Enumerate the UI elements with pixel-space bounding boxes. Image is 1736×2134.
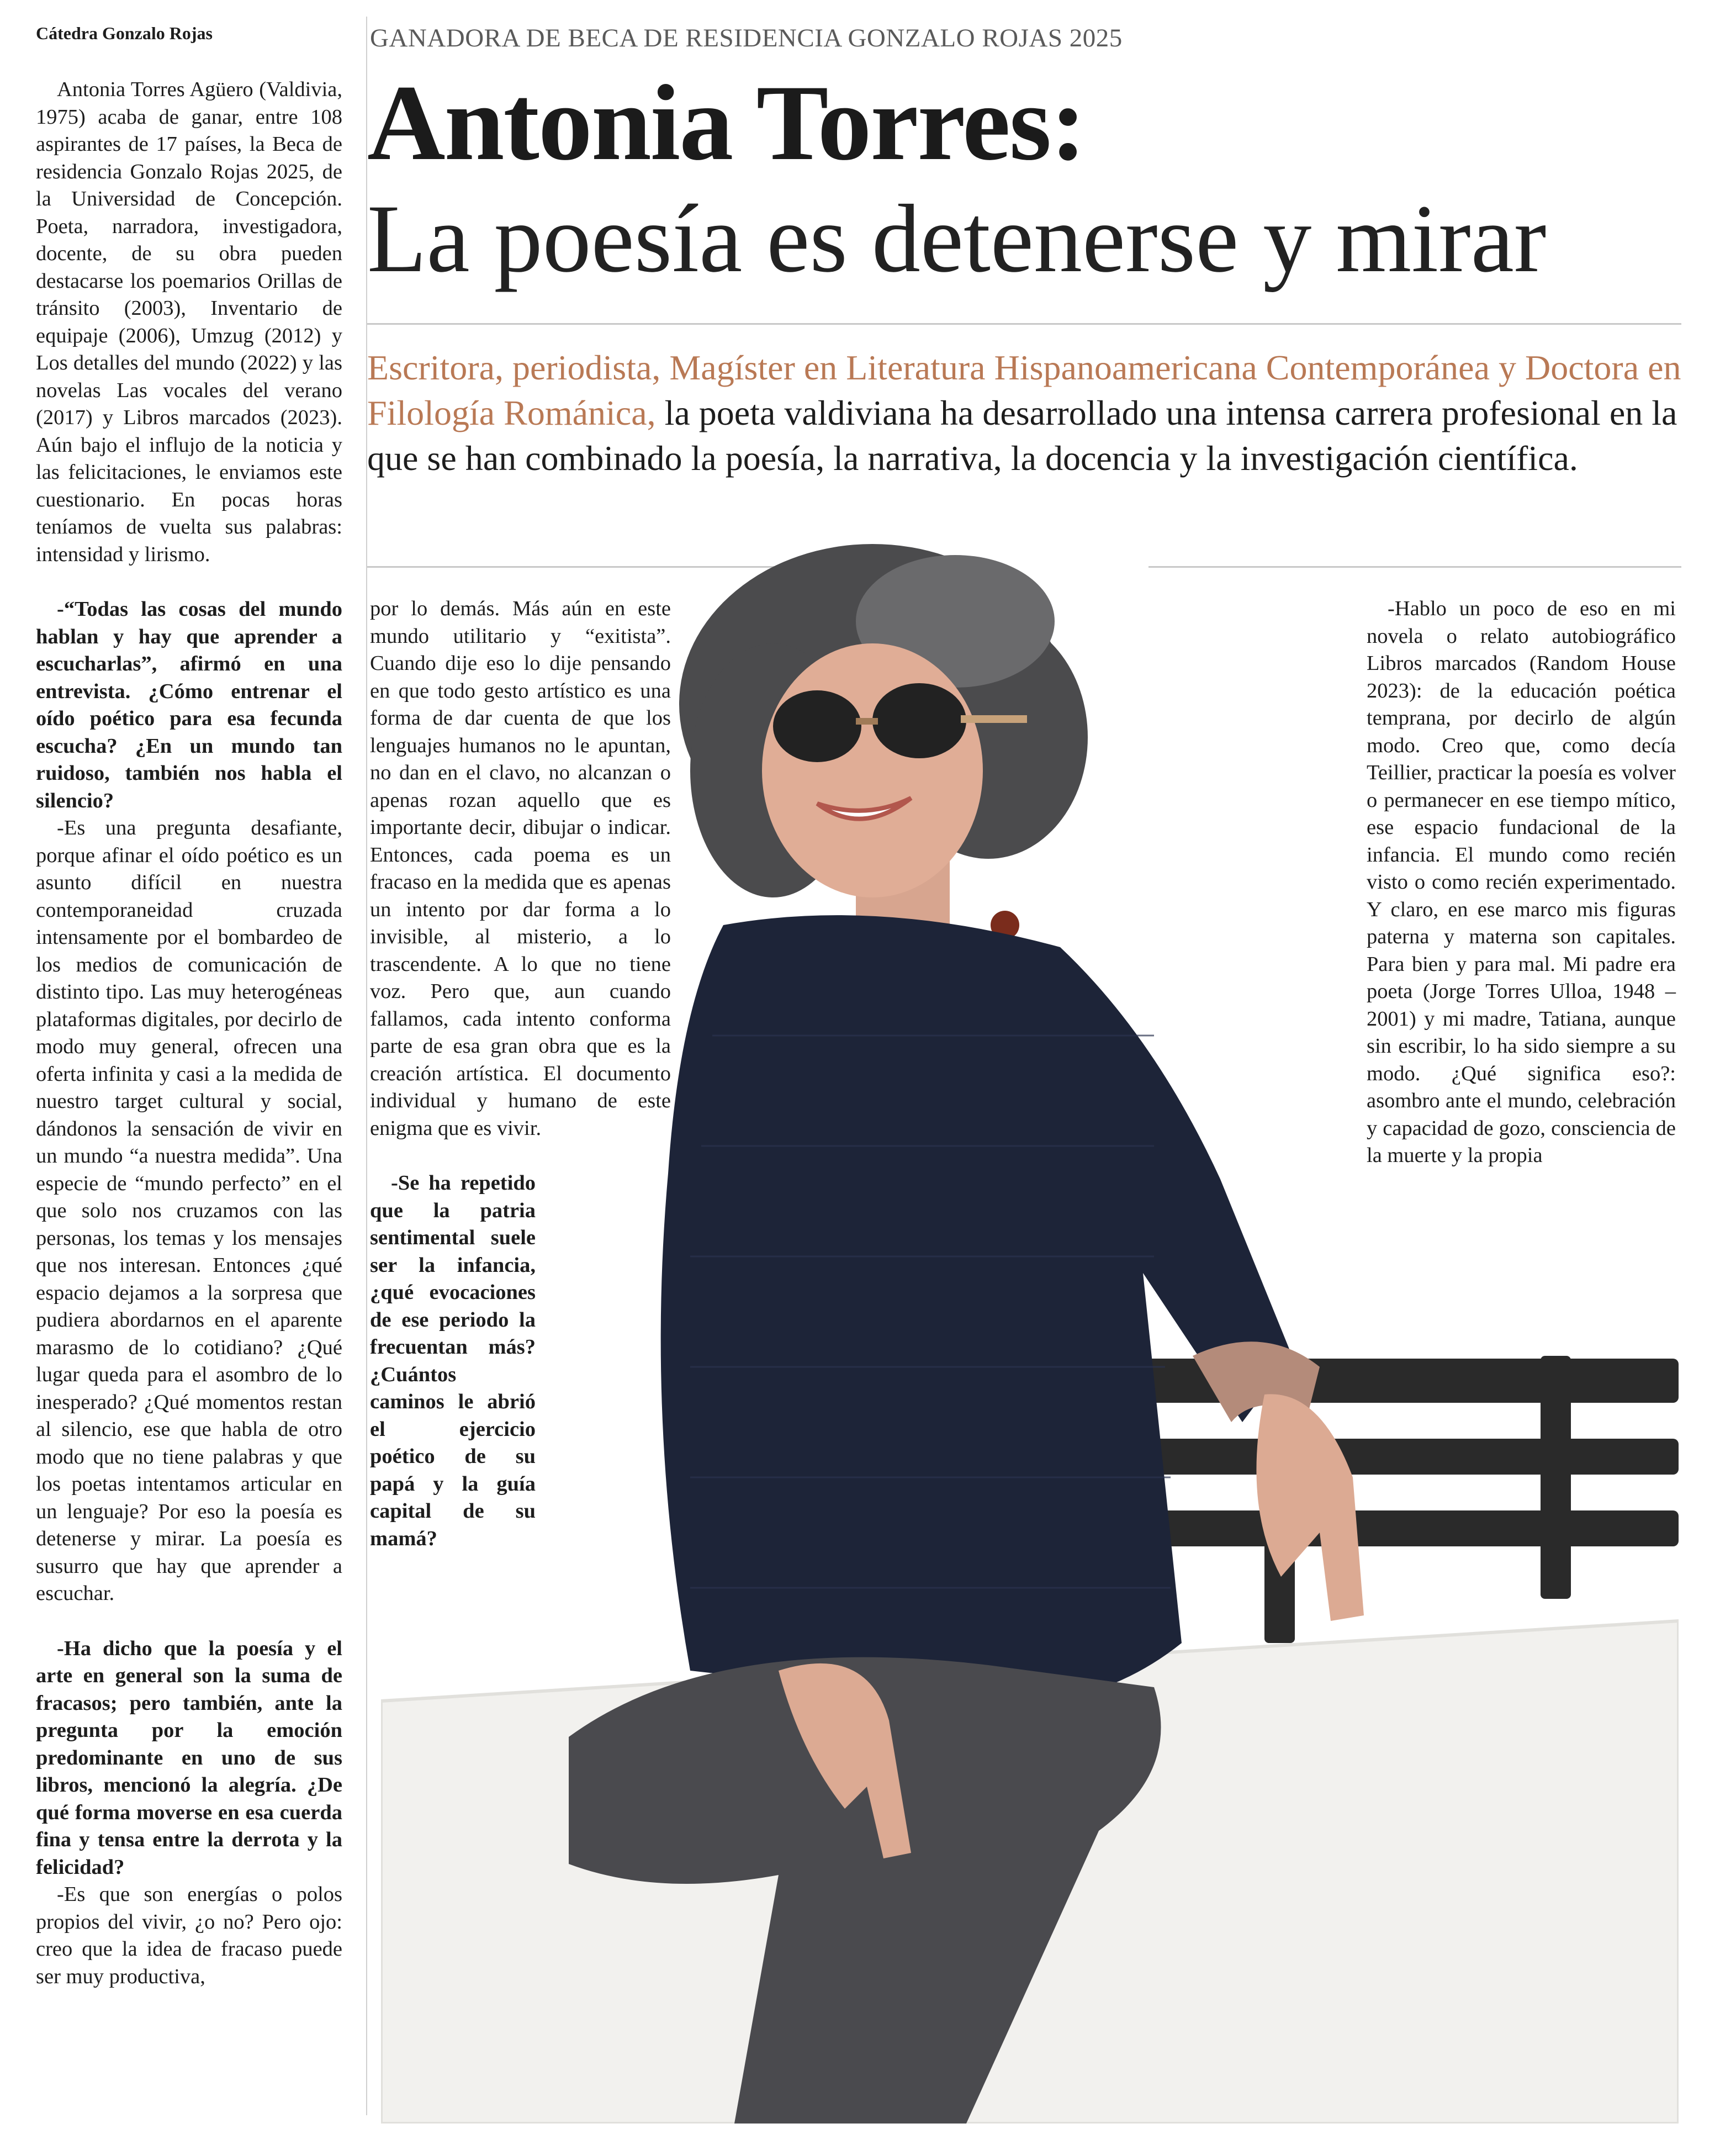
kicker: GANADORA DE BECA DE RESIDENCIA GONZALO ROJAS 2025 <box>370 24 1123 52</box>
column-2 <box>370 595 671 1552</box>
column-1 <box>36 76 342 1990</box>
answer-2: -Es que son energías o polos propios del vivir, ¿o no? Pero ojo: creo que la idea de fracaso puede ser muy productiva, <box>36 1883 342 1988</box>
deck <box>367 345 1681 481</box>
face <box>762 643 983 897</box>
headline-subtitle: La poesía es detenerse y mirar <box>367 185 1547 293</box>
question-3: -Se ha repetido que la patria sentimental suele ser la infancia, ¿qué evocaciones de ese periodo la frecuentan más? ¿Cuántos caminos le abrió el ejercicio poético de su papá y la guía capital de su mamá? <box>370 1171 536 1550</box>
deck-rest: la poeta valdiviana ha desarrollado una intensa carrera profesional en la que se han combinado la poesía, la narrativa, la docencia y la investigación científica. <box>367 393 1677 478</box>
column-3 <box>1367 595 1676 1170</box>
section-label: Cátedra Gonzalo Rojas <box>36 23 213 43</box>
answer-2-continued: por lo demás. Más aún en este mundo utilitario y “exitista”. Cuando dije eso lo dije pensando en que todo gesto artístico es una forma de dar cuenta de que los lenguajes humanos no le apuntan, no dan en el clavo, no alcanzan o apenas rozan aquello que es importante decir, dibujar o indicar. Entonces, cada poema es un fracaso en la medida que es apenas un intento por dar forma a lo invisible, al misterio, a lo trascendente. A lo que no tiene voz. Pero que, aun cuando fallamos, cada intento conforma parte de esa gran obra que es la creación artística. El documento individual y humano de este enigma que es vivir. <box>370 597 671 1140</box>
column-divider <box>366 17 367 2115</box>
answer-3: -Hablo un poco de eso en mi novela o relato autobiográfico Libros marcados (Random House 2023): de la educación poética temprana, por decirlo de algún modo. Creo que, como decía Teillier, practicar la poesía es volver o permanecer en ese tiempo mítico, ese espacio fundacional de la infancia. El mundo como recién visto o como recién experimentado. Y claro, en ese marco mis figuras paterna y materna son capitales. Para bien y para mal. Mi padre era poeta (Jorge Torres Ulloa, 1948 – 2001) y mi madre, Tatiana, aunque sin escribir, lo ha sido siempre a su modo. ¿Qué significa eso?: asombro ante el mundo, celebración y capacidad de gozo, consciencia de la muerte y la propia <box>1367 597 1676 1167</box>
headline-title: Antonia Torres: <box>367 63 1086 183</box>
answer-1: -Es una pregunta desafiante, porque afinar el oído poético es un asunto difícil en nuestra contemporaneidad cruzada intensamente por el bombardeo de los medios de comunicación de distinto tipo. Las muy heterogéneas plataformas digitales, por decirlo de modo muy general, ofrecen una oferta infinita y casi a la medida de nuestro target cultural y social, dándonos la sensación de vivir en un mundo “a nuestra medida”. Una especie de “mundo perfecto” en el que solo nos cruzamos con las personas, los temas y los mensajes que nos interesan. Entonces ¿qué espacio dejamos a la sorpresa que pudiera abordarnos en el aparente marasmo de lo cotidiano? ¿Qué lugar queda para el asombro de lo inesperado? ¿Qué momentos restan al silencio, ese que habla de otro modo que no tiene palabras y que los poetas intentamos articular en un lenguaje? Por eso la poesía es detenerse y mirar. La poesía es susurro que hay que aprender a escuchar. <box>36 816 342 1605</box>
question-2: -Ha dicho que la poesía y el arte en general son la suma de fracasos; pero también, ante la pregunta por la emoción predominante en uno de sus libros, mencionó la alegría. ¿De qué forma moverse en esa cuerda fina y tensa entre la derrota y la felicidad? <box>36 1636 342 1879</box>
intro-paragraph: Antonia Torres Agüero (Valdivia, 1975) acaba de ganar, entre 108 aspirantes de 17 países, la Beca de residencia Gonzalo Rojas 2025, de la Universidad de Concepción. Poeta, narradora, investigadora, docente, de su obra pueden destacarse los poemarios Orillas de tránsito (2003), Inventario de equipaje (2006), Umzug (2012) y Los detalles del mundo (2022) y las novelas Las vocales del verano (2017) y Libros marcados (2023). Aún bajo el influjo de la noticia y las felicitaciones, le enviamos este cuestionario. En pocas horas teníamos de vuelta sus palabras: intensidad y lirismo. <box>36 78 342 566</box>
deck-top-rule <box>367 323 1681 325</box>
railing <box>1110 1356 1679 1643</box>
question-1: -“Todas las cosas del mundo hablan y hay que aprender a escucharlas”, afirmó en una entrevista. ¿Cómo entrenar el oído poético para esa fecunda escucha? ¿En un mundo tan ruidoso, también nos habla el silencio? <box>36 598 342 812</box>
sweater <box>661 915 1292 1704</box>
deck-accent: Escritora, periodista, Magíster en Literatura Hispanoamericana Contemporánea y Doctora en Filología Románica, <box>367 348 1681 432</box>
